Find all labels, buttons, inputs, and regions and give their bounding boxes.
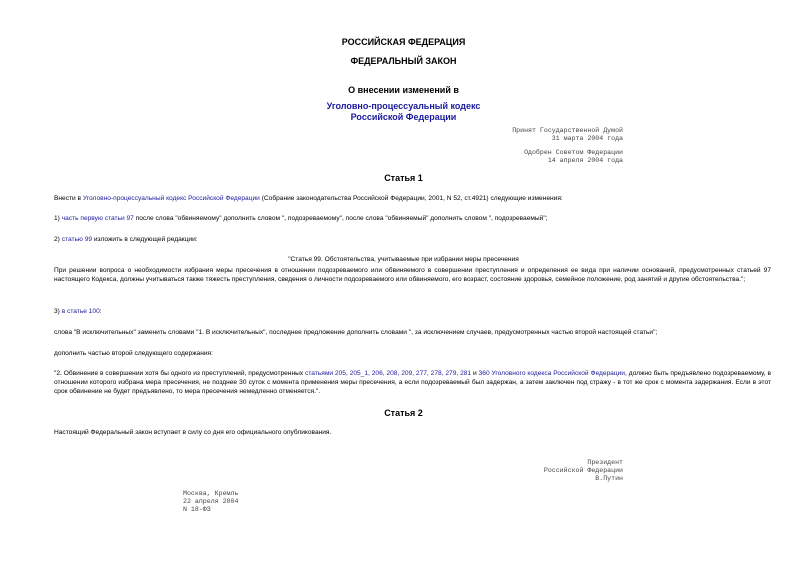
item-2-text: изложить в следующей редакции: [92,236,198,243]
item-3-words-replace: слова "В исключительных" заменить словами "1. В исключительных", последнее предложение дополнить словами ", за исключением случаев, предусмотренных частью второй настоящей статьи"; [54,329,658,336]
signature-name: В.Путин [595,475,623,482]
law-number: N 18-ФЗ [183,506,211,513]
amendment-item-3 [54,307,771,316]
code-title-link-federation[interactable]: Российской Федерации [350,112,457,122]
code-title-link[interactable]: Уголовно-процессуальный кодекс [326,101,481,111]
item-2-number: 2) [54,236,62,243]
criminal-code-articles-link[interactable]: статьями 205, 205_1, 206, 208, 209, 277, 278, 279, 281 [305,370,472,377]
article-99-link[interactable]: статью 99 [61,236,93,243]
law-title-prefix: О внесении изменений в [348,85,459,95]
article-100-link[interactable]: в статье 100 [61,308,100,315]
criminal-code-360-link[interactable]: 360 Уголовного кодекса Российской Федерации [478,370,625,377]
article-2-heading: Статья 2 [384,408,423,418]
part-2-text-after: , должно быть предъявлено подозреваемому, в отношении которого избрана мера пресечения, не позднее 30 суток с момента применения меры пресечения, а если подозреваемый был задержан, а затем заключен под стражу - в тот же срок с момента задержания. Если в этот срок обвинение не будет предъявлено, то мера пресечения немедленно отменяется.". [54,370,771,395]
quoted-article-99-title: "Статья 99. Обстоятельства, учитываемые при избрании меры пресечения [288,256,519,263]
duma-adoption [512,127,623,143]
quoted-article-99-body: При решении вопроса о необходимости избрания меры пресечения в отношении подозреваемого или обвиняемого в совершении преступления и определения ее вида при наличии оснований, предусмотренных статьей 97 настоящего Кодекса, должны учитываться также тяжесть преступления, сведения о личности подозреваемого или обвиняемого, его возраст, состояние здоровья, семейное положение, род занятий и другие обстоятельства."; [54,267,771,283]
part-2-text-mid: и [471,370,479,377]
council-line1: Одобрен Советом Федерации [524,149,623,156]
item-3-text: : [99,308,102,315]
article-1-heading: Статья 1 [384,173,423,183]
intro-text-after: (Собрание законодательства Российской Федерации, 2001, N 52, ст.4921) следующие изменения: [259,195,563,202]
item-1-number: 1) [54,215,62,222]
amendment-item-2 [54,235,771,244]
article-1-intro [54,194,771,203]
place: Москва, Кремль [183,490,239,497]
country-heading: РОССИЙСКАЯ ФЕДЕРАЦИЯ [341,37,466,47]
duma-date: 31 марта 2004 года [551,135,623,142]
council-date: 14 апреля 2004 года [547,157,623,164]
signature-block [544,459,623,483]
amendment-item-1 [54,214,771,223]
place-date-block [183,490,238,514]
signature-country: Российской Федерации [543,467,623,474]
duma-line1: Принят Государственной Думой [512,127,623,134]
date: 22 апреля 2004 [183,498,239,505]
article-2-text: Настоящий Федеральный закон вступает в силу со дня его официального опубликования. [54,429,332,436]
part-2-text-before: "2. Обвинение в совершении хотя бы одного из преступлений, предусмотренных [54,370,306,377]
council-approval [524,149,623,165]
signature-title: Президент [587,459,623,466]
item-1-text: после слова "обвиняемому" дополнить словом ", подозреваемому", после слова "обвиняемый" дополнить словом ", подозреваемый"; [133,215,548,222]
item-3-number: 3) [54,308,62,315]
intro-text-before: Внести в [54,195,83,202]
new-part-2-text [54,369,771,396]
code-link[interactable]: Уголовно-процессуальный кодекс Российской Федерации [82,195,260,202]
law-title-link-line2 [0,107,807,125]
item-3-add-part: дополнить частью второй следующего содержания: [54,350,213,357]
article-97-link[interactable]: часть первую статьи 97 [61,215,134,222]
law-type-heading: ФЕДЕРАЛЬНЫЙ ЗАКОН [350,56,457,66]
